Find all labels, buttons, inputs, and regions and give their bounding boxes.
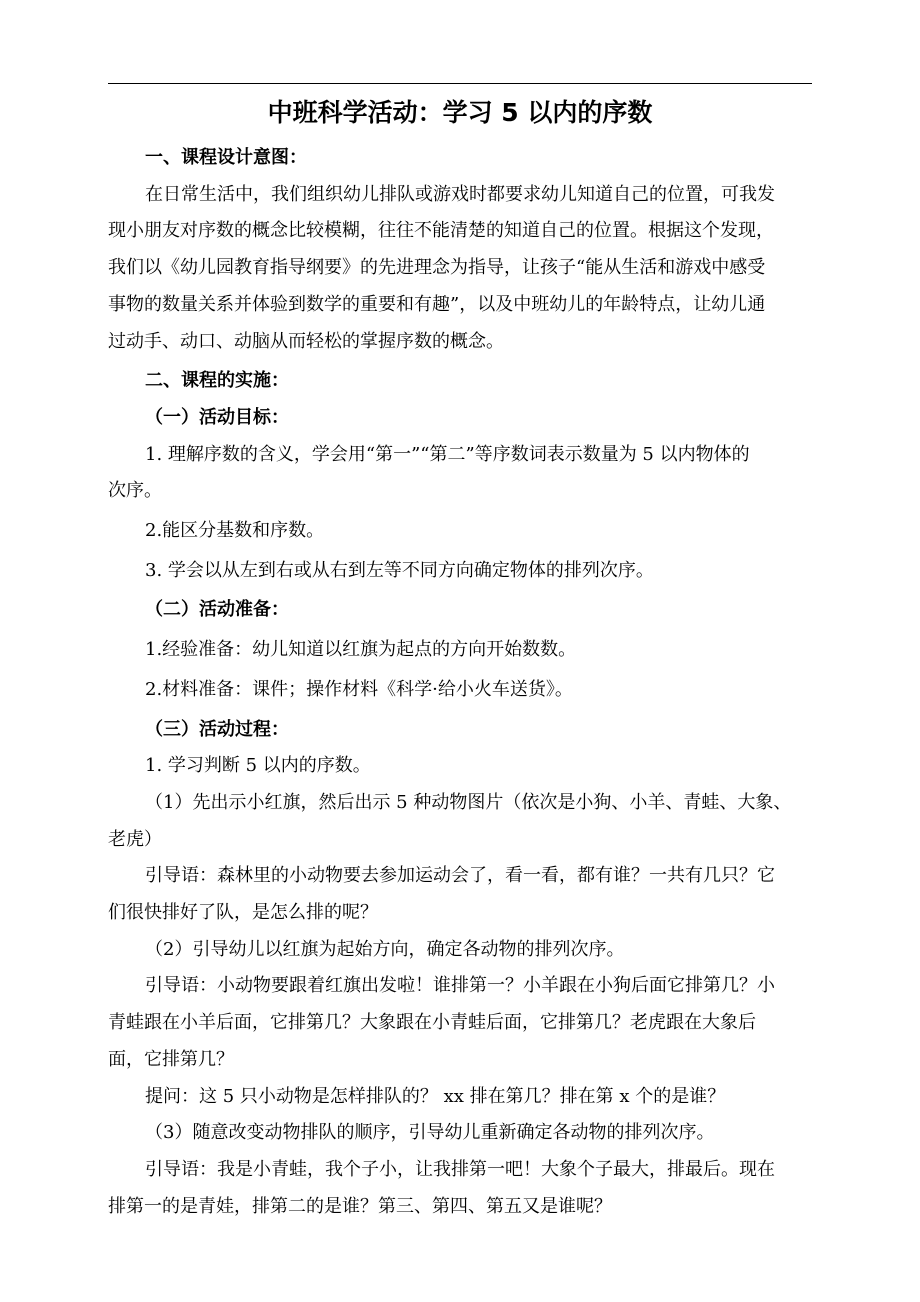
- subsection-process-heading: （三）活动过程：: [145, 718, 289, 740]
- subsection-prep-heading: （二）活动准备：: [145, 599, 289, 621]
- guide-line: 面，它排第几？: [108, 1048, 234, 1070]
- goal-1-line: 1. 理解序数的含义，学会用“第一”“第二”等序数词表示数量为 5 以内物体的: [145, 443, 750, 465]
- paragraph-line: 在日常生活中，我们组织幼儿排队或游戏时都要求幼儿知道自己的位置，可我发: [145, 183, 775, 205]
- process-substep-line: （1）先出示小红旗，然后出示 5 种动物图片（依次是小狗、小羊、青蛙、大象、: [145, 791, 792, 813]
- process-substep: （2）引导幼儿以红旗为起始方向，确定各动物的排列次序。: [145, 938, 625, 960]
- paragraph-line: 现小朋友对序数的概念比较模糊，往往不能清楚的知道自己的位置。根据这个发现，: [108, 220, 774, 242]
- process-step-1: 1. 学习判断 5 以内的序数。: [145, 755, 371, 777]
- process-substep: （3）随意改变动物排队的顺序，引导幼儿重新确定各动物的排列次序。: [145, 1122, 715, 1144]
- question-line: 提问：这 5 只小动物是怎样排队的？ xx 排在第几？排在第 x 个的是谁？: [145, 1085, 726, 1107]
- guide-line: 排第一的是青娃，排第二的是谁？第三、第四、第五又是谁呢？: [108, 1195, 612, 1217]
- goal-2: 2.能区分基数和序数。: [145, 520, 325, 542]
- guide-line: 引导语：小动物要跟着红旗出发啦！谁排第一？小羊跟在小狗后面它排第几？小: [145, 975, 775, 997]
- section-2-heading: 二、课程的实施：: [145, 370, 289, 392]
- guide-line: 青蛙跟在小羊后面，它排第几？大象跟在小青蛙后面，它排第几？老虎跟在大象后: [108, 1012, 756, 1034]
- prep-item-1: 1.经验准备：幼儿知道以红旗为起点的方向开始数数。: [145, 639, 577, 661]
- document-title: 中班科学活动：学习 5 以内的序数: [267, 98, 653, 127]
- subsection-goals-heading: （一）活动目标：: [145, 406, 289, 428]
- process-substep-line: 老虎）: [108, 828, 162, 850]
- goal-3: 3. 学会以从左到右或从右到左等不同方向确定物体的排列次序。: [145, 559, 654, 581]
- paragraph-line: 我们以《幼儿园教育指导纲要》的先进理念为指导，让孩子“能从生活和游戏中感受: [108, 257, 766, 279]
- paragraph-line: 过动手、动口、动脑从而轻松的掌握序数的概念。: [108, 330, 504, 352]
- header-rule: [108, 83, 812, 84]
- prep-item-2: 2.材料准备：课件；操作材料《科学·给小火车送货》。: [145, 678, 573, 700]
- section-1-heading: 一、课程设计意图：: [145, 147, 307, 168]
- guide-line: 引导语：森林里的小动物要去参加运动会了，看一看，都有谁？一共有几只？它: [145, 865, 775, 887]
- guide-line: 们很快排好了队，是怎么排的呢？: [108, 902, 378, 924]
- goal-1-line: 次序。: [108, 480, 162, 502]
- paragraph-line: 事物的数量关系并体验到数学的重要和有趣”，以及中班幼儿的年龄特点，让幼儿通: [108, 293, 766, 315]
- document-body: [108, 140, 812, 1225]
- guide-line: 引导语：我是小青蛙，我个子小，让我排第一吧！大象个子最大，排最后。现在: [145, 1158, 775, 1180]
